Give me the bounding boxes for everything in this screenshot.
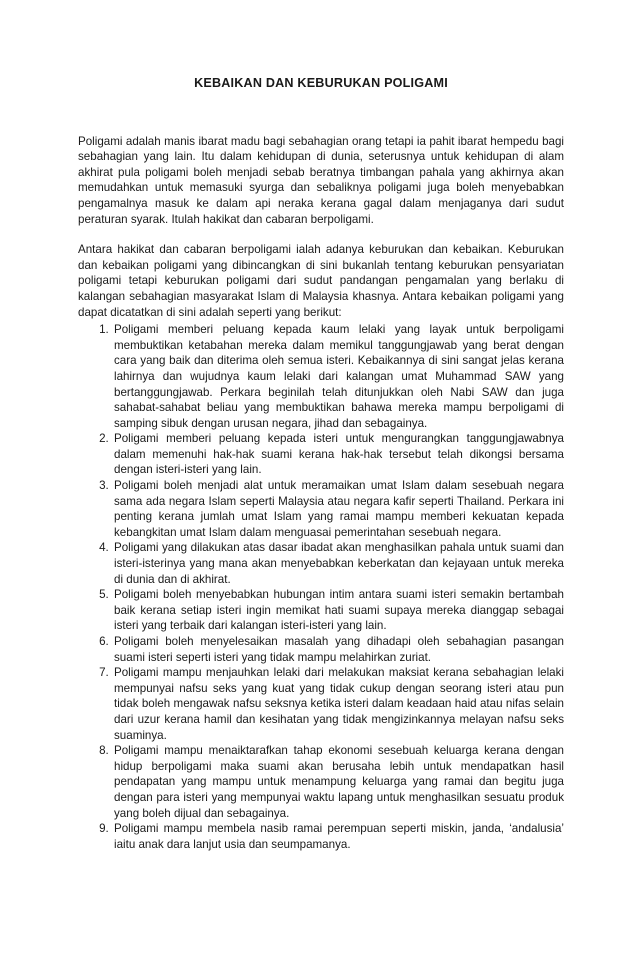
list-item: 1. Poligami memberi peluang kepada kaum lelaki yang layak untuk berpoligami membuktikan ketabahan mereka dalam memikul tanggungjawab yang berat dengan cara yang baik dan diterima oleh semua isteri. Kebaikannya di sini sangat jelas kerana lahirnya dan wujudnya kaum lelaki dari kalangan umat Muhammad SAW yang bertanggungjawab. Perkara beginilah telah ditunjukkan oleh Nabi SAW dan juga sahabat-sahabat beliau yang membuktikan bahawa mereka mampu berpoligami di samping sibuk dengan urusan negara, jihad dan sebagainya.: [112, 322, 564, 431]
list-item: 5. Poligami boleh menyebabkan hubungan intim antara suami isteri semakin bertambah baik kerana setiap isteri ingin memikat hati suami supaya mereka dianggap sebagai isteri yang terbaik dari kalangan isteri-isteri yang lain.: [112, 587, 564, 634]
list-item: 4. Poligami yang dilakukan atas dasar ibadat akan menghasilkan pahala untuk suami dan isteri-isterinya yang mana akan menyebabkan keberkatan dan kejayaan untuk mereka di dunia dan di akhirat.: [112, 540, 564, 587]
list-item: 9. Poligami mampu membela nasib ramai perempuan seperti miskin, janda, ‘andalusia’ iaitu anak dara lanjut usia dan seumpamanya.: [112, 821, 564, 852]
kebaikan-list: [78, 322, 564, 852]
list-item: 3. Poligami boleh menjadi alat untuk meramaikan umat Islam dalam sesebuah negara sama ada negara Islam seperti Malaysia atau negara kafir seperti Thailand. Perkara ini penting kerana jumlah umat Islam yang ramai mampu memberi kekuatan kepada kebangkitan umat Islam dalam menguasai pemerintahan sesebuah negara.: [112, 478, 564, 540]
list-item: 2. Poligami memberi peluang kepada isteri untuk mengurangkan tanggungjawabnya dalam memenuhi hak-hak suami kerana hak-hak tersebut telah dikongsi bersama dengan isteri-isteri yang lain.: [112, 431, 564, 478]
list-item: 6. Poligami boleh menyelesaikan masalah yang dihadapi oleh sebahagian pasangan suami isteri seperti isteri yang tidak mampu melahirkan zuriat.: [112, 634, 564, 665]
hakikat-paragraph: Antara hakikat dan cabaran berpoligami ialah adanya keburukan dan kebaikan. Keburukan dan kebaikan poligami yang dibincangkan di sini bukanlah tentang keburukan pensyariatan poligami tetapi keburukan poligami dari sudut pandangan pengamalan yang berlaku di kalangan sebahagian masyarakat Islam di Malaysia khasnya. Antara kebaikan poligami yang dapat dicatatkan di sini adalah seperti yang berikut:: [78, 243, 564, 319]
list-item: 8. Poligami mampu menaiktarafkan tahap ekonomi sesebuah keluarga kerana dengan hidup berpoligami maka suami akan berusaha lebih untuk mendapatkan hasil pendapatan yang mampu untuk menampung keluarga yang ramai dan begitu juga dengan para isteri yang mempunyai waktu lapang untuk menghasilkan sesuatu produk yang boleh dijual dan sebagainya.: [112, 743, 564, 821]
list-item: 7. Poligami mampu menjauhkan lelaki dari melakukan maksiat kerana sebahagian lelaki mempunyai nafsu seks yang kuat yang tidak cukup dengan seorang isteri atau pun tidak boleh mengawak nafsu seksnya ketika isteri dalam keadaan haid atau nifas selain dari uzur kerana hamil dan kesihatan yang tidak mengizinkannya melayan nafsu seks suaminya.: [112, 665, 564, 743]
intro-paragraph: Poligami adalah manis ibarat madu bagi sebahagian orang tetapi ia pahit ibarat hempedu bagi sebahagian yang lain. Itu dalam kehidupan di dunia, seterusnya untuk kehidupan di alam akhirat pula poligami boleh menjadi sebab beratnya timbangan pahala yang akhirnya akan memudahkan untuk memasuki syurga dan sebaliknya poligami juga boleh menyebabkan pengamalnya masuk ke dalam api neraka kerana gagal dalam menjaganya dari sudut peraturan syarak. Itulah hakikat dan cabaran berpoligami.: [78, 134, 564, 226]
document-title: KEBAIKAN DAN KEBURUKAN POLIGAMI: [194, 76, 448, 90]
